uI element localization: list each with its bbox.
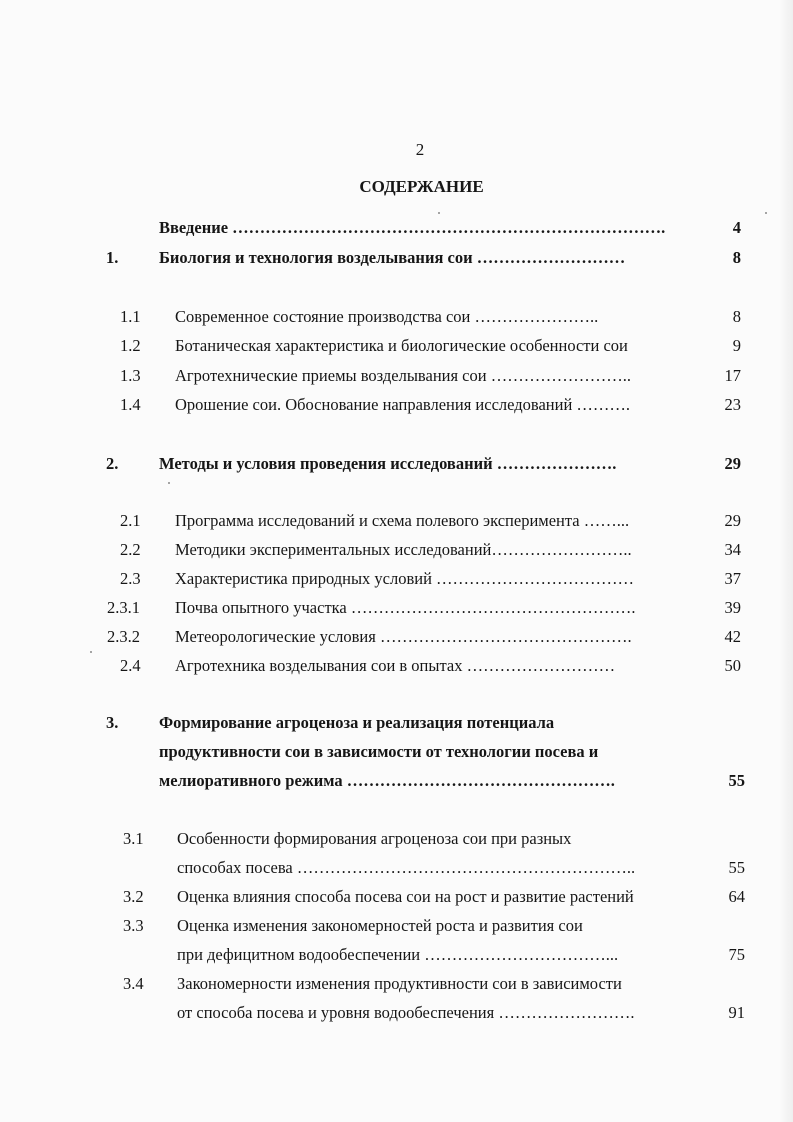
toc-entry-page: 64 (728, 887, 745, 906)
toc-entry-number: 2.3.2 (107, 627, 140, 646)
toc-entry-1-1 (0, 305, 793, 329)
toc-entry-page: 29 (724, 454, 741, 473)
scan-edge-shadow (779, 0, 793, 1122)
toc-entry-number: 2.1 (120, 511, 141, 530)
toc-entry-number: 2.3.1 (107, 598, 140, 617)
toc-entry-number: 2.4 (120, 656, 141, 675)
toc-entry-text: продуктивности сои в зависимости от технологии посева и (159, 742, 599, 761)
toc-entry-3-3 (0, 914, 793, 938)
toc-entry-text: Формирование агроценоза и реализация потенциала (159, 713, 555, 732)
toc-entry-1 (0, 246, 793, 270)
toc-entry-page: 75 (728, 945, 745, 964)
toc-entry-text: мелиоративного режима …………………………………………. (159, 771, 615, 790)
toc-entry-text: Закономерности изменения продуктивности сои в зависимости (177, 974, 622, 993)
toc-entry-3 (0, 711, 793, 735)
toc-entry-introduction (0, 216, 793, 240)
toc-entry-3-line3 (0, 769, 793, 793)
toc-entry-text: Особенности формирования агроценоза сои при разных (177, 829, 572, 848)
toc-entry-text: Оценка изменения закономерностей роста и развития сои (177, 916, 583, 935)
page-number: 2 (415, 140, 425, 159)
toc-entry-number: 2. (106, 454, 119, 473)
toc-entry-number: 1. (106, 248, 119, 267)
toc-entry-text: от способа посева и уровня водообеспечения ……………………. (177, 1003, 635, 1022)
page-title: СОДЕРЖАНИЕ (359, 177, 484, 196)
toc-entry-1-2 (0, 334, 793, 358)
toc-entry-text: Оценка влияния способа посева сои на рост и развитие растений (177, 887, 634, 906)
toc-entry-number: 1.1 (120, 307, 141, 326)
toc-entry-text: Агротехника возделывания сои в опытах ……………………… (175, 656, 616, 675)
toc-entry-text: Метеорологические условия ………………………………………. (175, 627, 632, 646)
scan-speck (438, 212, 440, 214)
toc-entry-1-4 (0, 393, 793, 417)
toc-entry-page: 17 (724, 366, 741, 385)
toc-entry-text: Характеристика природных условий ……………………………… (175, 569, 635, 588)
toc-entry-2-1 (0, 509, 793, 533)
toc-entry-number: 3. (106, 713, 119, 732)
toc-entry-text: способах посева …………………………………………………….. (177, 858, 636, 877)
toc-entry-text: Методы и условия проведения исследований …………………. (159, 454, 617, 473)
toc-entry-page: 37 (724, 569, 741, 588)
toc-entry-text: Современное состояние производства сои ………………….. (175, 307, 599, 326)
toc-entry-2-3-2 (0, 625, 793, 649)
toc-entry-2 (0, 452, 793, 476)
toc-entry-page: 50 (724, 656, 741, 675)
toc-entry-number: 3.3 (123, 916, 144, 935)
toc-entry-number: 3.4 (123, 974, 144, 993)
toc-entry-number: 1.4 (120, 395, 141, 414)
toc-entry-text: Введение ……………………………………………………………………. (159, 218, 666, 237)
scan-speck (765, 212, 767, 214)
toc-entry-number: 1.3 (120, 366, 141, 385)
toc-entry-2-3 (0, 567, 793, 591)
toc-entry-text: Орошение сои. Обоснование направления исследований ………. (175, 395, 631, 414)
toc-entry-3-3-line2 (0, 943, 793, 967)
toc-entry-number: 2.2 (120, 540, 141, 559)
toc-entry-2-3-1 (0, 596, 793, 620)
toc-entry-3-4-line2 (0, 1001, 793, 1025)
toc-entry-page: 9 (732, 336, 741, 355)
scan-speck (168, 482, 170, 484)
toc-entry-number: 1.2 (120, 336, 141, 355)
toc-entry-page: 91 (728, 1003, 745, 1022)
toc-entry-text: Почва опытного участка ……………………………………………. (175, 598, 636, 617)
scan-speck (90, 651, 92, 653)
toc-entry-2-2 (0, 538, 793, 562)
toc-entry-2-4 (0, 654, 793, 678)
toc-entry-page: 39 (724, 598, 741, 617)
toc-entry-page: 34 (724, 540, 741, 559)
toc-entry-page: 29 (724, 511, 741, 530)
toc-entry-3-1 (0, 827, 793, 851)
toc-entry-3-2 (0, 885, 793, 909)
toc-entry-text: Биология и технология возделывания сои ……………………… (159, 248, 626, 267)
toc-entry-3-4 (0, 972, 793, 996)
toc-entry-page: 55 (728, 858, 745, 877)
toc-entry-page: 4 (732, 218, 741, 237)
toc-entry-page: 55 (728, 771, 745, 790)
toc-entry-3-1-line2 (0, 856, 793, 880)
toc-entry-number: 2.3 (120, 569, 141, 588)
toc-entry-number: 3.1 (123, 829, 144, 848)
toc-entry-page: 8 (732, 307, 741, 326)
toc-entry-page: 8 (732, 248, 741, 267)
toc-entry-page: 23 (724, 395, 741, 414)
toc-entry-1-3 (0, 364, 793, 388)
toc-entry-number: 3.2 (123, 887, 144, 906)
toc-entry-text: Ботаническая характеристика и биологические особенности сои (175, 336, 628, 355)
toc-entry-text: Агротехнические приемы возделывания сои …………………….. (175, 366, 631, 385)
toc-entry-text: Программа исследований и схема полевого эксперимента ……... (175, 511, 630, 530)
toc-entry-text: при дефицитном водообеспечении ……………………………... (177, 945, 619, 964)
toc-entry-page: 42 (724, 627, 741, 646)
toc-entry-text: Методики экспериментальных исследований…………………….. (175, 540, 632, 559)
toc-entry-3-line2 (0, 740, 793, 764)
